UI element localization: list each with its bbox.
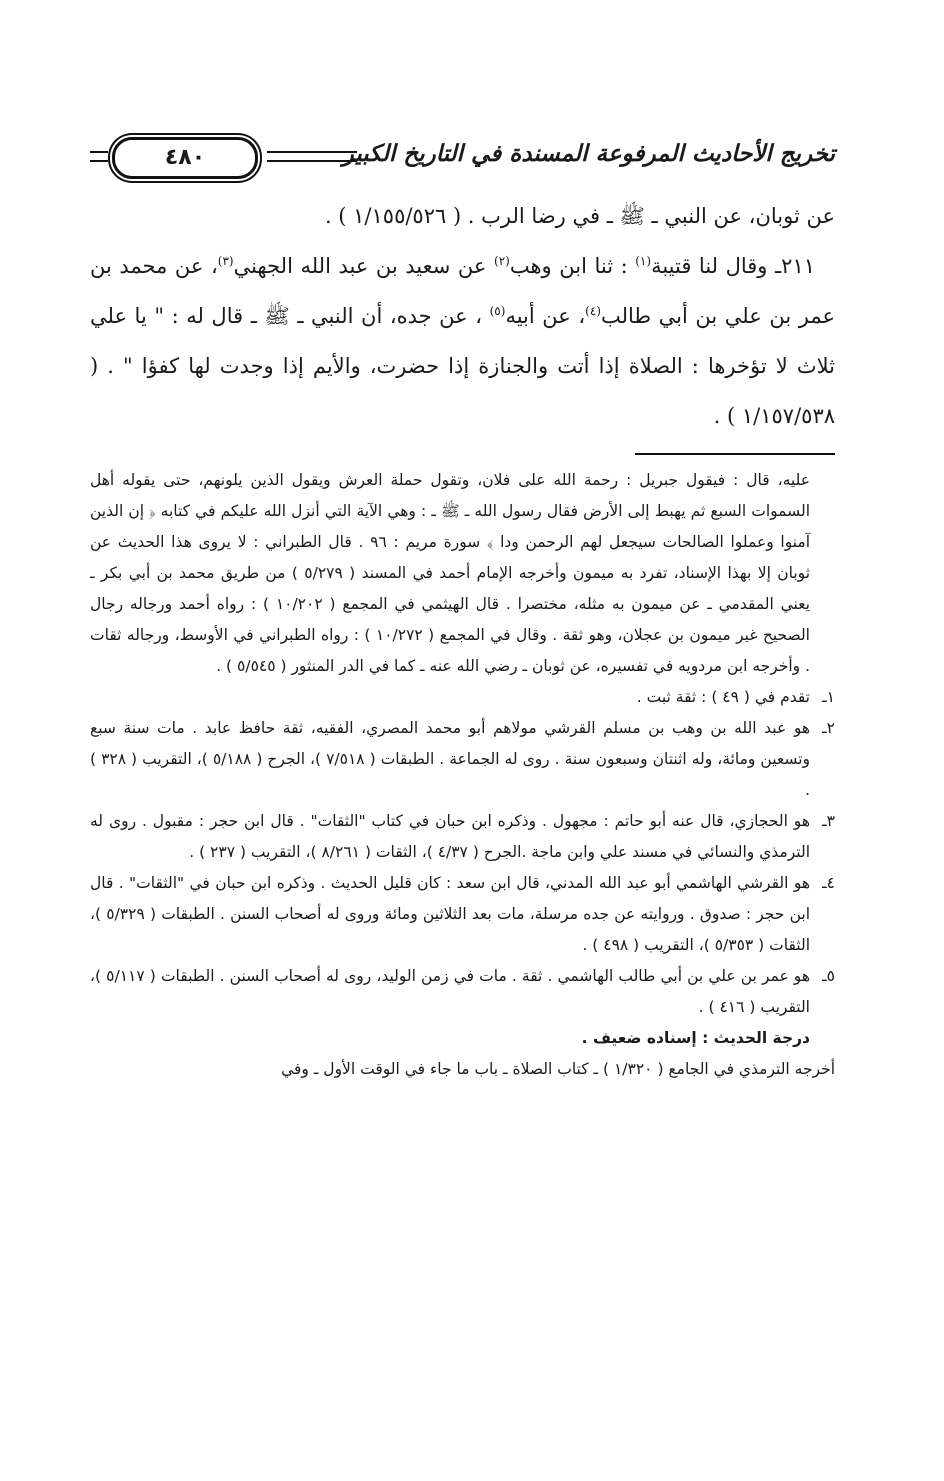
footnote-ref: (٢) — [494, 254, 510, 268]
footnote-ref: (١) — [635, 254, 652, 268]
header-rule — [267, 151, 357, 162]
footnote-item — [90, 713, 835, 806]
footnote-text: تقدم في ( ٤٩ ) : ثقة ثبت . — [636, 688, 810, 706]
header-rule-end — [90, 151, 108, 162]
hadith-text: : ثنا ابن وهب — [509, 254, 636, 278]
footnote-number: ١ـ — [822, 688, 835, 706]
hadith-text: ، عن جده، أن النبي ـ ﷺ ـ قال له : " يا علي ثلاث لا تؤخرها : الصلاة إذا أتت والجنازة إذا حضرت، والأيم إذا وجدت لها كفؤا " . ( ١/١٥٧/٥٣٨ ) . — [90, 304, 835, 428]
footnote-ref: (٥) — [489, 304, 506, 318]
footnote-text: هو القرشي الهاشمي أبو عبد الله المدني، قال ابن سعد : كان قليل الحديث . وذكره ابن حبان في "الثقات" . قال ابن حجر : صدوق . وروايته عن جده مرسلة، مات بعد الثلاثين ومائة وروى له أصحاب السنن . الطبقات ( ٥/٣٢٩ )، الثقات ( ٥/٣٥٣ )، التقريب ( ٤٩٨ ) . — [90, 874, 810, 954]
hadith-text: عن سعيد بن عبد الله الجهني — [233, 254, 495, 278]
footnote-number: ٤ـ — [822, 874, 835, 892]
footnote-item — [90, 961, 835, 1023]
footnote-ref: (٣) — [217, 254, 234, 268]
footnote-ref: (٤) — [585, 304, 601, 318]
footnote-number: ٢ـ — [822, 719, 835, 737]
footnote-text: هو الحجازي، قال عنه أبو حاتم : مجهول . وذكره ابن حبان في كتاب "الثقات" . قال ابن حجر : مقبول . روى له الترمذي والنسائي في مسند علي وابن ماجة .الجرح ( ٤/٣٧ )، الثقات ( ٨/٢٦١ )، التقريب ( ٢٣٧ ) . — [90, 812, 810, 861]
footnote-item — [90, 868, 835, 961]
book-title: تخريج الأحاديث المرفوعة المسندة في التاريخ الكبير — [342, 141, 835, 167]
hadith-grade: درجة الحديث : إسناده ضعيف . — [581, 1029, 810, 1047]
page-header — [90, 135, 835, 191]
hadith-text: ، عن محمد بن عمر بن علي بن أبي طالب — [90, 254, 835, 328]
footnote-number: ٣ـ — [822, 812, 835, 830]
page-number: ٤٨٠ — [112, 137, 258, 179]
hadith-210-ending: عن ثوبان، عن النبي ـ ﷺ ـ في رضا الرب . ( ١/١٥٥/٥٢٦ ) . — [324, 204, 835, 228]
footnote-text: هو عبد الله بن وهب بن مسلم القرشي مولاهم أبو محمد المصري، الفقيه، ثقة حافظ عابد . مات سنة سبع وتسعين ومائة، وله اثنتان وسبعون سنة . روى له الجماعة . الطبقات ( ٧/٥١٨ )، الجرح ( ٥/١٨٨ )، التقريب ( ٣٢٨ ) . — [90, 719, 810, 799]
footnote-separator — [635, 453, 835, 455]
takhrij-text: أخرجه الترمذي في الجامع ( ١/٣٢٠ ) ـ كتاب الصلاة ـ باب ما جاء في الوقت الأول ـ وفي — [281, 1060, 835, 1078]
hadith-text: ، عن أبيه — [505, 304, 586, 328]
footnotes — [90, 465, 835, 1085]
footnote-item — [90, 682, 835, 713]
footnote-item — [90, 806, 835, 868]
footnote-text: هو عمر بن علي بن أبي طالب الهاشمي . ثقة . مات في زمن الوليد، روى له أصحاب السنن . الطبقات ( ٥/١١٧ )، التقريب ( ٤١٦ ) . — [90, 967, 810, 1016]
hadith-211 — [90, 241, 835, 441]
hadith-text: ٢١١ـ وقال لنا قتيبة — [651, 254, 816, 278]
footnote-number: ٥ـ — [822, 967, 835, 985]
footnote-continuation: عليه، قال : فيقول جبريل : رحمة الله على فلان، وتقول حملة العرش ويقول الذين يلونهم، حتى يقوله أهل السموات السبع ثم يهبط إلى الأرض فقال رسول الله ـ ﷺ ـ : وهي الآية التي أنزل الله عليكم في كتابه ﴿ إن الذين آمنوا وعملوا الصالحات سيجعل لهم الرحمن ودا ﴾ سورة مريم : ٩٦ . قال الطبراني : لا يروى هذا الحديث عن ثوبان إلا بهذا الإسناد، تفرد به ميمون وأخرجه الإمام أحمد في المسند ( ٥/٢٧٩ ) من طريق محمد بن أبي بكر ـ يعني المقدمي ـ عن ميمون به مثله، مختصرا . قال الهيثمي في المجمع ( ١٠/٢٠٢ ) : رواه أحمد ورجاله رجال الصحيح غير ميمون بن عجلان، وهو ثقة . وقال في المجمع ( ١٠/٢٧٢ ) : رواه الطبراني في الأوسط، ورجاله ثقات . وأخرجه ابن مردويه في تفسيره، عن ثوبان ـ رضي الله عنه ـ كما في الدر المنثور ( ٥/٥٤٥ ) . — [90, 471, 811, 675]
main-text — [90, 191, 835, 441]
book-page — [90, 135, 835, 1085]
